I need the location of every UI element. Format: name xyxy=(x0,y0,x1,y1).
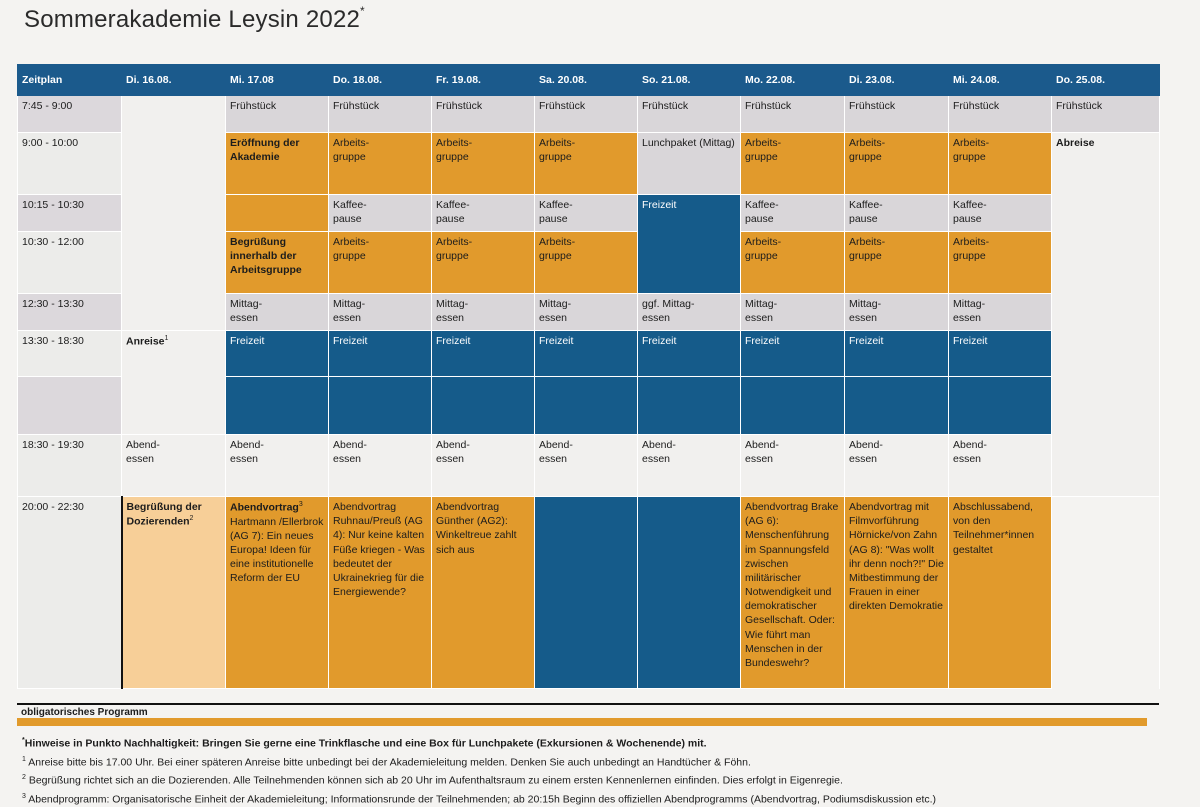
header-day: Di. 16.08. xyxy=(122,65,226,96)
cell-arbeitsgruppe: Arbeits- gruppe xyxy=(845,133,949,195)
note-sustainability: *Hinweise in Punkto Nachhaltigkeit: Bringen Sie gerne eine Trinkflasche und eine Box für Lunchpakete (Exkursionen & Wochenende) mit. xyxy=(22,733,1172,752)
cell-freizeit: Freizeit xyxy=(638,195,741,294)
cell-abendvortrag: Abendvortrag$^3$ Hartmann /Ellerbrok (AG 7): Ein neues Europa! Ideen für eine institutionelle Reform der EU xyxy=(226,497,329,689)
time-cell: 20:00 - 22:30 xyxy=(18,497,122,689)
cell-abendessen: Abend- essen xyxy=(122,435,226,497)
cell-freizeit-cont xyxy=(949,377,1052,435)
header-row xyxy=(18,65,1160,96)
cell-arbeitsgruppe: Arbeits- gruppe xyxy=(845,232,949,294)
cell-abendvortrag: Abendvortrag Ruhnau/Preuß (AG 4): Nur keine kalten Füße kriegen - Was bedeutet der Ukrainekrieg für die Energiewende? xyxy=(329,497,432,689)
cell-fruehstueck: Frühstück xyxy=(949,96,1052,133)
cell-abendessen: Abend- essen xyxy=(638,435,741,497)
cell-arbeitsgruppe: Arbeits- gruppe xyxy=(432,232,535,294)
table-row xyxy=(18,435,1160,497)
cell-freizeit: Freizeit xyxy=(845,331,949,377)
cell-freizeit-cont xyxy=(432,377,535,435)
cell-arbeitsgruppe: Arbeits- gruppe xyxy=(432,133,535,195)
cell-abschlussabend: Abschlussabend, von den Teilnehmer*innen gestaltet xyxy=(949,497,1052,689)
cell-empty xyxy=(122,96,226,331)
cell-freizeit-cont xyxy=(226,377,329,435)
cell-kaffeepause: Kaffee- pause xyxy=(949,195,1052,232)
time-cell: 13:30 - 18:30 xyxy=(18,331,122,377)
cell-freizeit-cont xyxy=(638,377,741,435)
cell-fruehstueck: Frühstück xyxy=(535,96,638,133)
legend-label: obligatorisches Programm xyxy=(21,707,148,718)
cell-ggf-mittagessen: ggf. Mittag- essen xyxy=(638,294,741,331)
cell-freizeit: Freizeit xyxy=(638,331,741,377)
cell-freizeit-cont xyxy=(535,497,638,689)
cell-fruehstueck: Frühstück xyxy=(432,96,535,133)
header-zeitplan: Zeitplan xyxy=(18,65,122,96)
cell-mittagessen: Mittag- essen xyxy=(845,294,949,331)
cell-arbeitsgruppe: Arbeits- gruppe xyxy=(535,232,638,294)
schedule-table xyxy=(17,64,1160,689)
header-day: Do. 25.08. xyxy=(1052,65,1160,96)
cell-kaffeepause: Kaffee- pause xyxy=(329,195,432,232)
cell-arbeitsgruppe: Arbeits- gruppe xyxy=(329,133,432,195)
cell-kaffeepause: Kaffee- pause xyxy=(535,195,638,232)
cell-abendessen: Abend- essen xyxy=(329,435,432,497)
time-cell: 9:00 - 10:00 xyxy=(18,133,122,195)
cell-fruehstueck: Frühstück xyxy=(329,96,432,133)
cell-fruehstueck: Frühstück xyxy=(226,96,329,133)
cell-abreise: Abreise xyxy=(1052,133,1160,497)
cell-abendvortrag: Abendvortrag Günther (AG2): Winkeltreue zahlt sich aus xyxy=(432,497,535,689)
legend-swatch xyxy=(17,718,1147,726)
header-day: Di. 23.08. xyxy=(845,65,949,96)
cell-lunchpaket: Lunchpaket (Mittag) xyxy=(638,133,741,195)
cell-mittagessen: Mittag- essen xyxy=(535,294,638,331)
cell-fruehstueck: Frühstück xyxy=(1052,96,1160,133)
time-cell: 7:45 - 9:00 xyxy=(18,96,122,133)
header-day: Sa. 20.08. xyxy=(535,65,638,96)
cell-freizeit-cont xyxy=(845,377,949,435)
cell-freizeit: Freizeit xyxy=(329,331,432,377)
time-cell-empty xyxy=(18,377,122,435)
cell-abendessen: Abend- essen xyxy=(949,435,1052,497)
note-2: $^2$ Begrüßung richtet sich an die Dozierenden. Alle Teilnehmenden können sich ab 20 Uhr im Aufenthaltsraum zu einem ersten Kennenlernen einfinden. Dies erfolgt in Eigenregie. xyxy=(22,770,1172,789)
note-3: $^3$ Abendprogramm: Organisatorische Einheit der Akademieleitung; Informationsrunde der Teilnehmenden; ab 20:15h Beginn des offiziellen Abendprogramms (Abendvortrag, Podiumsdiskussion etc.) xyxy=(22,789,1172,807)
cell-anreise: Anreise$^1$ xyxy=(122,331,226,435)
cell-arbeitsgruppe: Arbeits- gruppe xyxy=(741,232,845,294)
table-row xyxy=(18,497,1160,689)
cell-freizeit-cont xyxy=(329,377,432,435)
cell-freizeit-cont xyxy=(535,377,638,435)
cell-begruessung-dozierende: Begrüßung der Dozierenden$^2$ xyxy=(122,497,226,689)
time-cell: 12:30 - 13:30 xyxy=(18,294,122,331)
cell-mittagessen: Mittag- essen xyxy=(949,294,1052,331)
cell-arbeitsgruppe: Arbeits- gruppe xyxy=(329,232,432,294)
footnotes xyxy=(22,733,1172,807)
cell-abendessen: Abend- essen xyxy=(845,435,949,497)
cell-empty xyxy=(226,195,329,232)
cell-mittagessen: Mittag- essen xyxy=(432,294,535,331)
header-day: Do. 18.08. xyxy=(329,65,432,96)
time-cell: 10:15 - 10:30 xyxy=(18,195,122,232)
cell-eroeffnung: Eröffnung der Akademie xyxy=(226,133,329,195)
page-title: Sommerakademie Leysin 2022* xyxy=(24,6,365,34)
table-row xyxy=(18,96,1160,133)
cell-abendvortrag: Abendvortrag Brake (AG 6): Menschenführung im Spannungsfeld zwischen militärischer Notwendigkeit und demokratischer Gesellschaft. Oder: Wie führt man Menschen in der Bundeswehr? xyxy=(741,497,845,689)
legend xyxy=(17,703,1159,721)
time-cell: 10:30 - 12:00 xyxy=(18,232,122,294)
header-day: Fr. 19.08. xyxy=(432,65,535,96)
cell-kaffeepause: Kaffee- pause xyxy=(741,195,845,232)
header-day: Mi. 17.08 xyxy=(226,65,329,96)
cell-kaffeepause: Kaffee- pause xyxy=(432,195,535,232)
cell-mittagessen: Mittag- essen xyxy=(226,294,329,331)
cell-fruehstueck: Frühstück xyxy=(845,96,949,133)
cell-mittagessen: Mittag- essen xyxy=(329,294,432,331)
cell-abendessen: Abend- essen xyxy=(535,435,638,497)
cell-freizeit-cont xyxy=(638,497,741,689)
cell-arbeitsgruppe: Arbeits- gruppe xyxy=(949,133,1052,195)
cell-kaffeepause: Kaffee- pause xyxy=(845,195,949,232)
cell-arbeitsgruppe: Arbeits- gruppe xyxy=(535,133,638,195)
cell-abendvortrag: Abendvortrag mit Filmvorführung Hörnicke/von Zahn (AG 8): "Was wollt ihr denn noch?!" Die Mitbestimmung der Frauen in einer direkten Demokratie xyxy=(845,497,949,689)
cell-freizeit: Freizeit xyxy=(535,331,638,377)
cell-freizeit: Freizeit xyxy=(226,331,329,377)
cell-freizeit: Freizeit xyxy=(741,331,845,377)
header-day: Mi. 24.08. xyxy=(949,65,1052,96)
note-1: $^1$ Anreise bitte bis 17.00 Uhr. Bei einer späteren Anreise bitte unbedingt bei der Akademieleitung melden. Denken Sie auch unbedingt an Handtücher & Föhn. xyxy=(22,752,1172,771)
cell-arbeitsgruppe: Arbeits- gruppe xyxy=(741,133,845,195)
cell-abendessen: Abend- essen xyxy=(432,435,535,497)
cell-fruehstueck: Frühstück xyxy=(638,96,741,133)
header-day: Mo. 22.08. xyxy=(741,65,845,96)
header-day: So. 21.08. xyxy=(638,65,741,96)
cell-freizeit-cont xyxy=(741,377,845,435)
time-cell: 18:30 - 19:30 xyxy=(18,435,122,497)
table-row xyxy=(18,331,1160,377)
cell-begruessung-ag: Begrüßung innerhalb der Arbeitsgruppe xyxy=(226,232,329,294)
cell-abendessen: Abend- essen xyxy=(226,435,329,497)
cell-arbeitsgruppe: Arbeits- gruppe xyxy=(949,232,1052,294)
cell-freizeit: Freizeit xyxy=(949,331,1052,377)
cell-freizeit: Freizeit xyxy=(432,331,535,377)
cell-mittagessen: Mittag- essen xyxy=(741,294,845,331)
cell-fruehstueck: Frühstück xyxy=(741,96,845,133)
cell-abendessen: Abend- essen xyxy=(741,435,845,497)
